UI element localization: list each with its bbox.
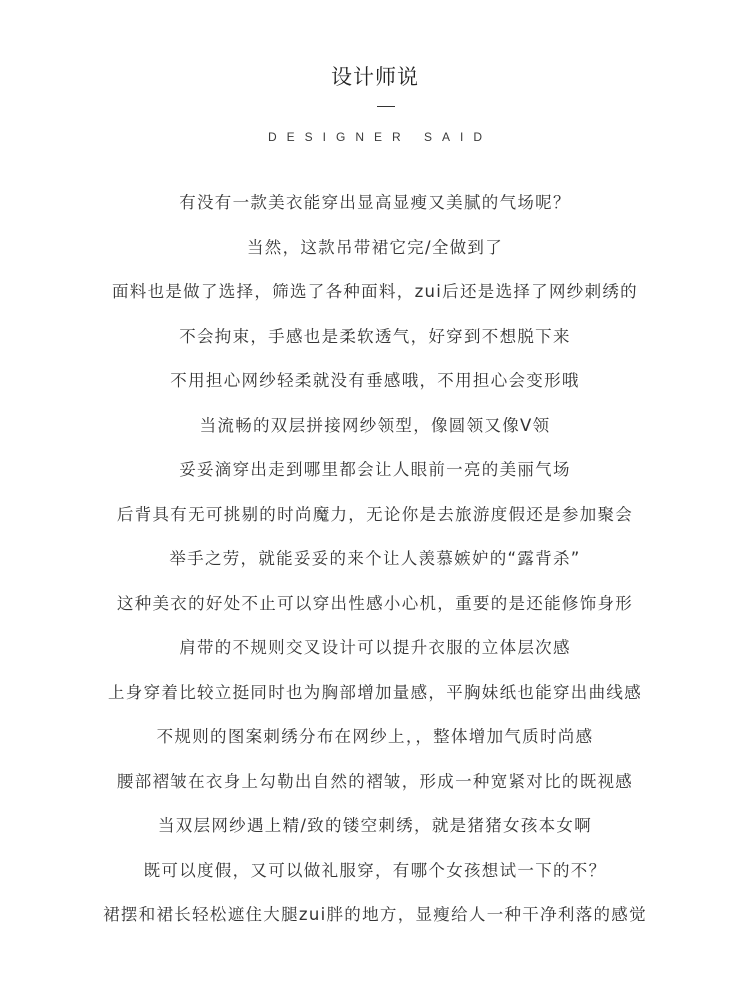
- note-line: 妥妥滴穿出走到哪里都会让人眼前一亮的美丽气场: [179, 460, 571, 479]
- note-line: 不用担心网纱轻柔就没有垂感哦，不用担心会变形哦: [170, 371, 580, 390]
- note-line: 当双层网纱遇上精/致的镂空刺绣，就是猪猪女孩本女啊: [157, 816, 593, 835]
- note-line: 后背具有无可挑剔的时尚魔力，无论你是去旅游度假还是参加聚会: [116, 504, 634, 524]
- note-line: 当流畅的双层拼接网纱领型，像圆领又像V领: [199, 415, 551, 435]
- section-title: 设计师说: [331, 65, 419, 89]
- note-line: 有没有一款美衣能穿出显高显瘦又美腻的气场呢？: [179, 193, 571, 212]
- note-line: 这种美衣的好处不止可以穿出性感小心机，重要的是还能修饰身形: [116, 593, 634, 613]
- section-subtitle: DESIGNER SAID: [267, 130, 493, 144]
- note-line: 不规则的图案刺绣分布在网纱上，，整体增加气质时尚感: [156, 727, 594, 746]
- note-line: 肩带的不规则交叉设计可以提升衣服的立体层次感: [179, 638, 571, 657]
- note-line: 既可以度假，又可以做礼服穿，有哪个女孩想试一下的不？: [143, 860, 607, 880]
- designer-notes: [40, 186, 710, 943]
- note-line: 面料也是做了选择，筛选了各种面料，zui后还是选择了网纱刺绣的: [111, 282, 638, 301]
- note-line: 裙摆和裙长轻松遮住大腿zui胖的地方，显瘦给人一种干净利落的感觉: [103, 905, 647, 924]
- note-line: 当然，这款吊带裙它完/全做到了: [246, 237, 504, 257]
- note-line: 不会拘束，手感也是柔软透气，好穿到不想脱下来: [179, 326, 571, 346]
- title-divider: [377, 106, 395, 107]
- note-line: 举手之劳，就能妥妥的来个让人羡慕嫉妒的“露背杀”: [169, 549, 581, 568]
- note-line: 上身穿着比较立挺同时也为胸部增加量感，平胸妹纸也能穿出曲线感: [108, 682, 642, 702]
- note-line: 腰部褶皱在衣身上勾勒出自然的褶皱，形成一种宽紧对比的既视感: [116, 771, 634, 791]
